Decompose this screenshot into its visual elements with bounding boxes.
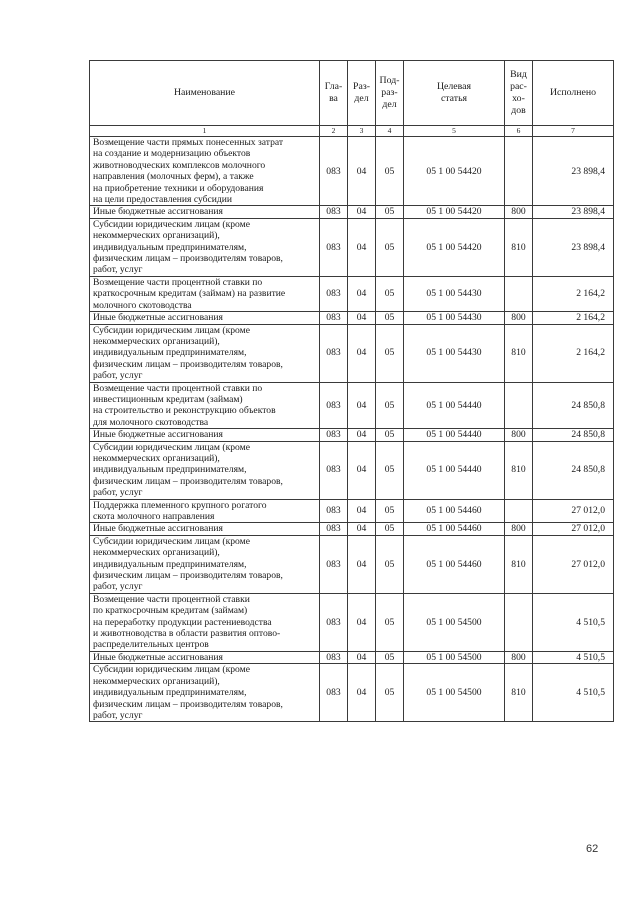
cell-amount: 27 012,0 [533,499,614,523]
cell-target: 05 1 00 54460 [404,535,505,593]
cell-vid: 810 [505,218,533,276]
cell-vid [505,382,533,429]
cell-vid [505,499,533,523]
cell-glava: 083 [320,441,348,499]
header-target: Целевая статья [404,61,505,126]
cell-podrazdel: 05 [376,441,404,499]
table-row [90,535,614,593]
cell-amount: 27 012,0 [533,523,614,535]
cell-amount: 2 164,2 [533,324,614,382]
cell-name: Субсидии юридическим лицам (кроме некоммерческих организаций), индивидуальным предпринимателям, физическим лицам – производителям товаров, работ, услуг [90,664,320,722]
cell-glava: 083 [320,535,348,593]
cell-target: 05 1 00 54500 [404,651,505,663]
table-row [90,429,614,441]
cell-target: 05 1 00 54420 [404,218,505,276]
cell-amount: 24 850,8 [533,382,614,429]
cell-razdel: 04 [348,535,376,593]
cell-razdel: 04 [348,441,376,499]
cell-target: 05 1 00 54440 [404,441,505,499]
cell-razdel: 04 [348,312,376,324]
cell-podrazdel: 05 [376,312,404,324]
cell-name: Субсидии юридическим лицам (кроме некоммерческих организаций), индивидуальным предпринимателям, физическим лицам – производителям товаров, работ, услуг [90,218,320,276]
cell-target: 05 1 00 54460 [404,523,505,535]
cell-podrazdel: 05 [376,664,404,722]
table-row [90,218,614,276]
cell-name: Возмещение части процентной ставки по краткосрочным кредитам (займам) на развитие молочного скотоводства [90,276,320,311]
cell-razdel: 04 [348,276,376,311]
cell-glava: 083 [320,429,348,441]
cell-vid: 810 [505,441,533,499]
cell-name: Поддержка племенного крупного рогатого скота молочного направления [90,499,320,523]
cell-podrazdel: 05 [376,276,404,311]
column-number: 4 [376,126,404,137]
cell-target: 05 1 00 54440 [404,429,505,441]
cell-glava: 083 [320,324,348,382]
cell-name: Иные бюджетные ассигнования [90,206,320,218]
cell-razdel: 04 [348,523,376,535]
column-number: 7 [533,126,614,137]
cell-podrazdel: 05 [376,382,404,429]
cell-razdel: 04 [348,324,376,382]
cell-name: Иные бюджетные ассигнования [90,651,320,663]
cell-glava: 083 [320,218,348,276]
cell-target: 05 1 00 54420 [404,206,505,218]
cell-razdel: 04 [348,382,376,429]
table-row [90,312,614,324]
cell-glava: 083 [320,206,348,218]
cell-name: Субсидии юридическим лицам (кроме некоммерческих организаций), индивидуальным предпринимателям, физическим лицам – производителям товаров, работ, услуг [90,535,320,593]
column-numbers-row [90,126,614,137]
cell-name: Возмещение части процентной ставки по инвестиционным кредитам (займам) на строительство и реконструкцию объектов для молочного скотоводства [90,382,320,429]
cell-target: 05 1 00 54430 [404,312,505,324]
cell-amount: 23 898,4 [533,206,614,218]
header-vid: Вид рас- хо- дов [505,61,533,126]
cell-razdel: 04 [348,429,376,441]
budget-execution-table [89,60,614,722]
column-number: 2 [320,126,348,137]
cell-podrazdel: 05 [376,429,404,441]
cell-name: Возмещение части процентной ставки по краткосрочным кредитам (займам) на переработку продукции растениеводства и животноводства в области развития оптово- распределительных центров [90,593,320,651]
cell-razdel: 04 [348,664,376,722]
cell-vid: 810 [505,664,533,722]
cell-vid: 810 [505,535,533,593]
cell-podrazdel: 05 [376,206,404,218]
cell-amount: 23 898,4 [533,218,614,276]
cell-amount: 2 164,2 [533,276,614,311]
cell-glava: 083 [320,523,348,535]
cell-podrazdel: 05 [376,218,404,276]
cell-razdel: 04 [348,206,376,218]
cell-vid: 800 [505,523,533,535]
cell-podrazdel: 05 [376,137,404,206]
page-number: 62 [586,843,599,855]
cell-glava: 083 [320,276,348,311]
header-razdel: Раз- дел [348,61,376,126]
table-row [90,523,614,535]
table-row [90,137,614,206]
cell-glava: 083 [320,651,348,663]
cell-target: 05 1 00 54460 [404,499,505,523]
cell-podrazdel: 05 [376,324,404,382]
table-row [90,593,614,651]
cell-podrazdel: 05 [376,651,404,663]
cell-amount: 4 510,5 [533,664,614,722]
cell-podrazdel: 05 [376,593,404,651]
cell-amount: 24 850,8 [533,441,614,499]
cell-target: 05 1 00 54500 [404,593,505,651]
table-row [90,664,614,722]
cell-razdel: 04 [348,651,376,663]
cell-razdel: 04 [348,499,376,523]
cell-podrazdel: 05 [376,523,404,535]
cell-vid: 810 [505,324,533,382]
table-row [90,206,614,218]
cell-glava: 083 [320,137,348,206]
cell-glava: 083 [320,312,348,324]
cell-vid: 800 [505,429,533,441]
header-name: Наименование [90,61,320,126]
cell-name: Иные бюджетные ассигнования [90,523,320,535]
cell-amount: 4 510,5 [533,593,614,651]
table-row [90,276,614,311]
cell-glava: 083 [320,499,348,523]
cell-name: Иные бюджетные ассигнования [90,312,320,324]
cell-amount: 27 012,0 [533,535,614,593]
table-body [90,137,614,722]
cell-razdel: 04 [348,593,376,651]
cell-target: 05 1 00 54430 [404,276,505,311]
cell-razdel: 04 [348,218,376,276]
column-number: 1 [90,126,320,137]
cell-vid: 800 [505,312,533,324]
cell-amount: 2 164,2 [533,312,614,324]
cell-amount: 24 850,8 [533,429,614,441]
cell-podrazdel: 05 [376,499,404,523]
cell-glava: 083 [320,664,348,722]
cell-name: Иные бюджетные ассигнования [90,429,320,441]
cell-vid: 800 [505,206,533,218]
table-row [90,441,614,499]
cell-glava: 083 [320,593,348,651]
cell-amount: 4 510,5 [533,651,614,663]
cell-target: 05 1 00 54430 [404,324,505,382]
cell-vid: 800 [505,651,533,663]
cell-vid [505,276,533,311]
cell-target: 05 1 00 54500 [404,664,505,722]
cell-target: 05 1 00 54420 [404,137,505,206]
cell-vid [505,137,533,206]
cell-amount: 23 898,4 [533,137,614,206]
column-number: 3 [348,126,376,137]
cell-glava: 083 [320,382,348,429]
cell-target: 05 1 00 54440 [404,382,505,429]
header-podrazdel: Под- раз- дел [376,61,404,126]
table-row [90,382,614,429]
cell-podrazdel: 05 [376,535,404,593]
table-row [90,324,614,382]
cell-razdel: 04 [348,137,376,206]
cell-name: Субсидии юридическим лицам (кроме некоммерческих организаций), индивидуальным предпринимателям, физическим лицам – производителям товаров, работ, услуг [90,324,320,382]
header-glava: Гла- ва [320,61,348,126]
table-row [90,651,614,663]
column-number: 5 [404,126,505,137]
table-row [90,499,614,523]
cell-vid [505,593,533,651]
cell-name: Возмещение части прямых понесенных затрат на создание и модернизацию объектов животноводческих комплексов молочного направления (молочных ферм), а также на приобретение техники и оборудования на цели предоставления субсидии [90,137,320,206]
cell-name: Субсидии юридическим лицам (кроме некоммерческих организаций), индивидуальным предпринимателям, физическим лицам – производителям товаров, работ, услуг [90,441,320,499]
column-number: 6 [505,126,533,137]
header-executed: Исполнено [533,61,614,126]
